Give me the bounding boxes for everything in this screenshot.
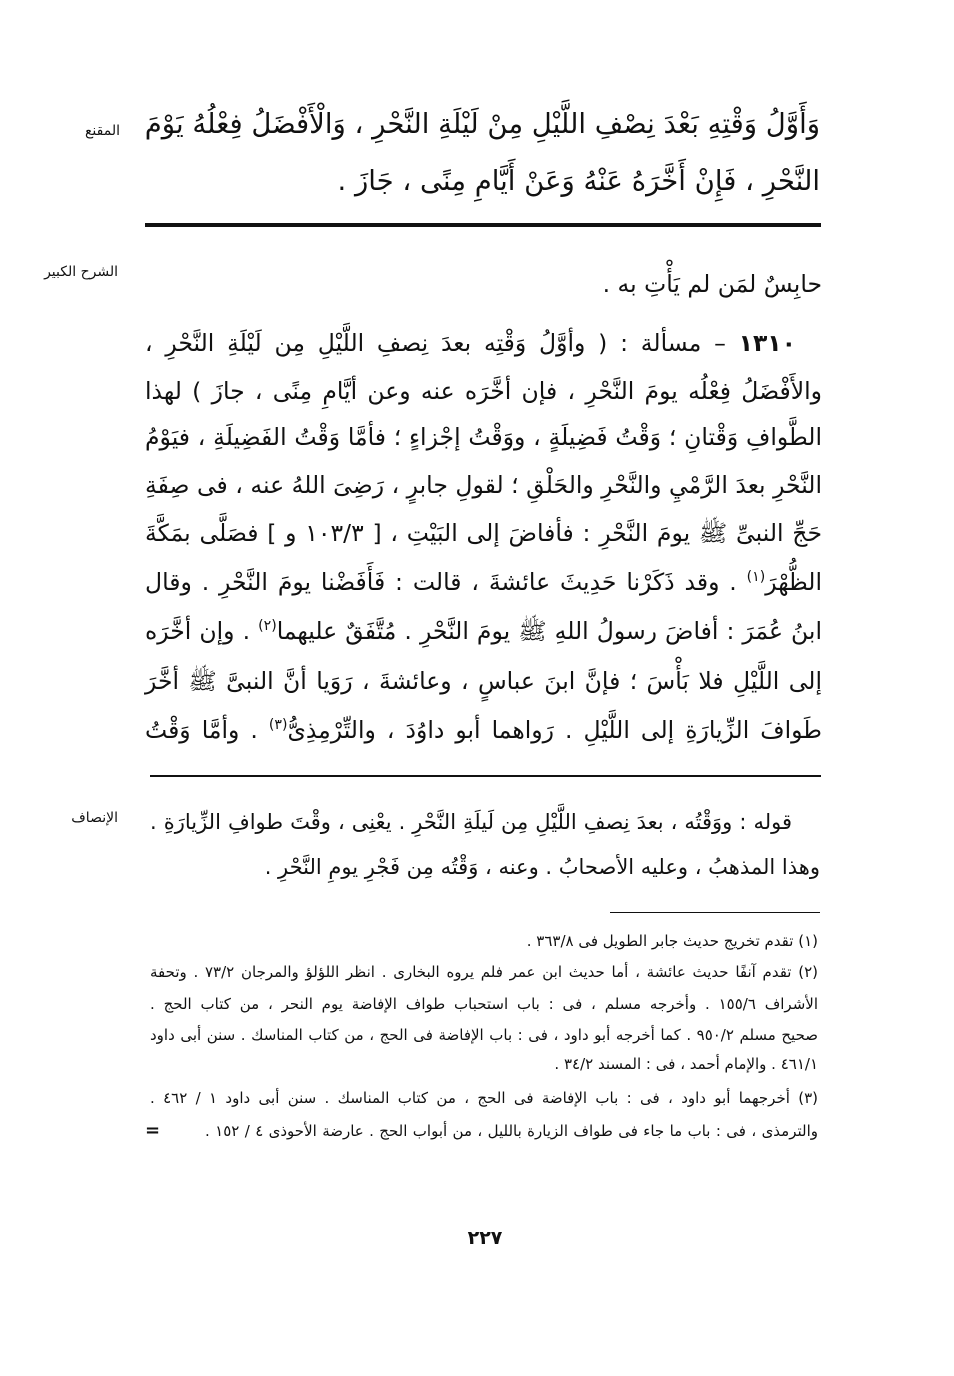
footnote-separator (610, 912, 820, 913)
matn-line: وَأَوَّلُ وَقْتِهِ بَعْدَ نِصْفِ اللَّيْلِ مِنْ لَيْلَةِ النَّحْرِ ، وَالْأَفْضَلُ فِعْلُهُ يَوْمَ (144, 108, 820, 140)
sharh-line-text: – مسألة : ( وأوَّلُ وَقْتِه بعدَ نِصفِ اللَّيْلِ مِن لَيْلَةِ النَّحْرِ ، (145, 329, 739, 357)
insaf-line: قوله : ووَقْتُه ، بعدَ نِصفِ اللَّيْلِ مِن لَيلَةِ النَّحْرِ . يعْنِى ، وقْتَ طوافِ الزِّيارَةِ . (150, 810, 792, 834)
sharh-label: الشرح الكبير (44, 264, 118, 280)
footnote-marker: (٣) (268, 717, 288, 734)
sharh-line-text: الظُّهْرَ (765, 568, 822, 596)
sharh-line: إلى اللَّيْلِ فلا بَأْسَ ؛ فإنَّ ابنَ عباسٍ ، وعائشةَ ، رَوَيا أنَّ النبىَّ ﷺ أخَّرَ (145, 667, 822, 695)
matn-line: النَّحْرِ ، فَإِنْ أَخَّرَهُ عَنْهُ وَعَنْ أَيَّامِ مِنًى ، جَازَ . (337, 165, 820, 197)
footnote-marker: (١) (746, 569, 766, 586)
page-number: ٢٢٧ (467, 1227, 503, 1249)
sharh-issue-line (145, 319, 822, 367)
matn-label: المقنع (84, 123, 120, 139)
sharh-line-text: ابنُ عُمَرَ : أفاضَ رسولُ اللهِ ﷺ يومَ النَّحْرِ . مُتَّفَقٌ عليهما (276, 617, 823, 645)
footnote-line: صحيح مسلم ٩٥٠/٢ . كما أخرجه أبو داود ، فى : باب الإفاضة فى الحج ، من كتاب المناسك . سنن أبى داود (150, 1026, 819, 1044)
sharh-line: الطَّوافِ وَقْتانِ ؛ وَقْتُ فَضِيلَةٍ ، ووَقْتُ إجْزاءٍ ؛ فأمَّا وَقْتُ الفَضِيلَةِ ، فيَوْمُ (145, 423, 822, 451)
sharh-line (145, 558, 822, 606)
sharh-line (145, 706, 822, 754)
sharh-opening-line: حابِسٌ لمَن لم يَأْتِ به . (602, 270, 822, 298)
insaf-line: وهذا المذهبُ ، وعليه الأصحابُ . وعنه ، وَقْتُه مِن فَجْرِ يومِ النَّحْرِ . (264, 855, 820, 879)
sharh-line-text: طَوافَ الزِّيارَةِ إلى اللَّيْلِ . رَواهما أبو داوُدَ ، والتِّرْمِذِىُّ (287, 716, 822, 744)
sharh-line: حَجِّ النبىِّ ﷺ يومَ النَّحْرِ : فأفاضَ إلى البَيْتِ ، [ ١٠٣/٣ و ] فصَلَّى بمَكَّةَ (145, 519, 822, 547)
footnote-line: الأشراف ١٥٥/٦ . وأخرجه مسلم ، فى : باب استحباب طواف الإفاضة يوم النحر ، من كتاب الحج . (150, 995, 818, 1013)
footnote-line: ٤٦١/١ . والإمام أحمد ، فى : المسند ٣٤/٢ . (554, 1055, 818, 1073)
thin-section-rule (150, 775, 821, 777)
insaf-label: الإنصاف (71, 810, 118, 826)
issue-number: ١٣١٠ (738, 329, 796, 357)
footnote-marker: (٢) (258, 618, 277, 635)
continuation-mark: = (145, 1120, 161, 1141)
footnote-line: (١) تقدم تخريج حديث جابر الطويل فى ٣٦٣/٨ . (526, 932, 818, 950)
footnote-line: والترمذى ، فى : باب ما جاء فى طواف الزيارة بالليل ، من أبواب الحج . عارضة الأحوذى ٤ / ١٥٢ . (205, 1122, 818, 1140)
thick-section-rule (145, 223, 821, 227)
footnote-line: (٢) تقدم آنفًا حديث عائشة ، أما حديث ابن عمر فلم يروه البخارى . انظر اللؤلؤ والمرجان ٧٣/٢ . وتحفة (150, 963, 819, 981)
sharh-line (145, 607, 822, 655)
sharh-line-text: . وإن أخَّرَه (145, 617, 259, 645)
sharh-line-text: . وقد ذَكَرْنا حَدِيثَ عائشةَ ، قالت : فَأَفَضْنا يومَ النَّحْرِ . وقال (145, 568, 747, 596)
sharh-line: النَّحْرِ بعدَ الرَّمْيِ والنَّحْرِ والحَلْقِ ؛ لقولِ جابرٍ ، رَضِىَ اللهُ عنه ، فى صِفَةِ (145, 471, 822, 499)
sharh-line: والأَفْضَلُ فِعْلُه يومَ النَّحْرِ ، فإن أخَّرَه عنه وعن أيَّامِ مِنًى ، جازَ ) لهذا (145, 377, 822, 405)
sharh-line-text: . وأمَّا وَقْتُ (145, 716, 269, 744)
footnote-line: (٣) أخرجهما أبو داود ، فى : باب الإفاضة فى الحج ، من كتاب المناسك . سنن أبى داود ١ / ٤٦٢ . (150, 1089, 818, 1107)
